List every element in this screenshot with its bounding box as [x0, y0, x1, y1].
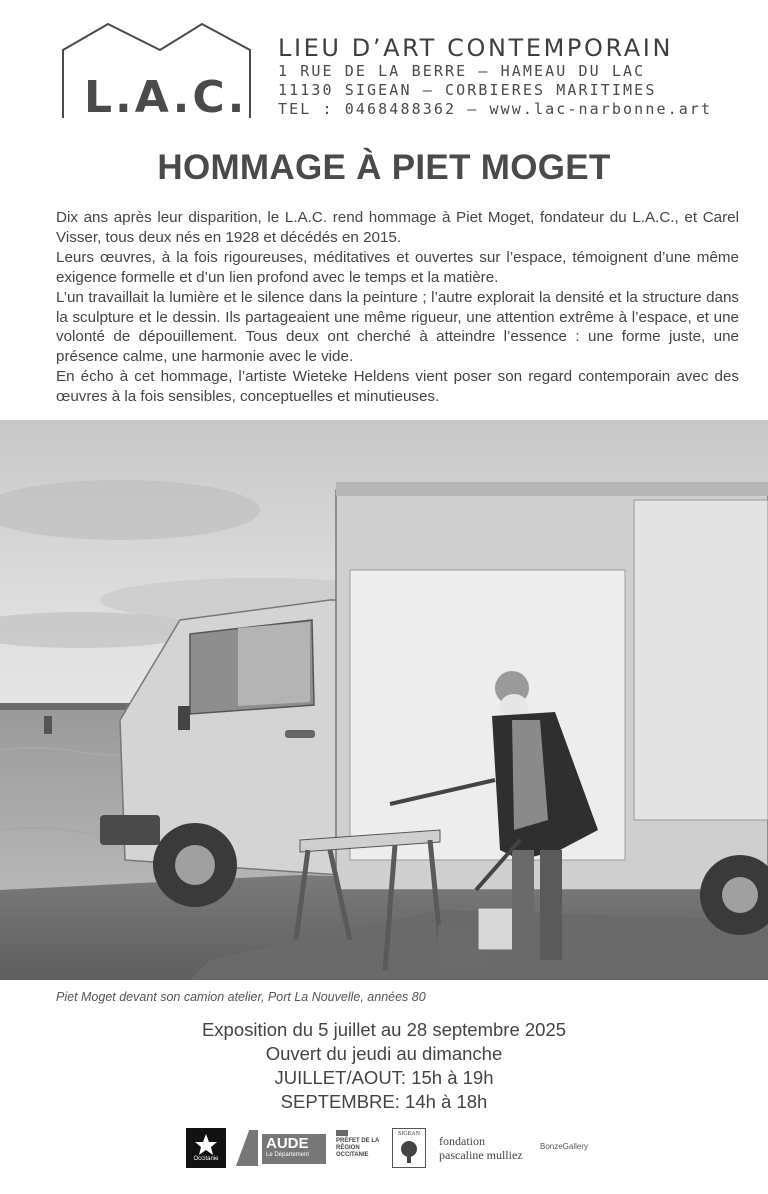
photo-illustration: [0, 420, 768, 980]
september-hours: SEPTEMBRE: 14h à 18h: [280, 1091, 488, 1112]
bonze-gallery-logo: [540, 1128, 604, 1168]
sigean-label: SIGEAN: [398, 1131, 420, 1137]
intro-paragraph-2: Leurs œuvres, à la fois rigoureuses, méditatives et ouvertes sur l’espace, témoignent d’une même exigence formelle et d’un lien profond avec le temps et la matière.: [56, 248, 739, 286]
contact-line: TEL : 0468488362 – www.lac-narbonne.art: [278, 100, 713, 118]
fondation-label: fondation: [439, 1134, 485, 1148]
organization-name: LIEU D’ART CONTEMPORAIN: [278, 34, 674, 62]
bonze-gallery-label: BonzeGallery: [540, 1142, 589, 1151]
exhibition-dates: Exposition du 5 juillet au 28 septembre 2025: [201, 1019, 567, 1040]
aude-sublabel: Le Département: [266, 1152, 310, 1158]
address-line-1: 1 RUE DE LA BERRE – HAMEAU DU LAC: [278, 62, 646, 80]
prefet-logo: [336, 1128, 384, 1168]
organization-block: [278, 34, 718, 119]
sigean-logo: [392, 1128, 426, 1168]
fondation-logo: [439, 1128, 539, 1168]
opening-days: Ouvert du jeudi au dimanche: [265, 1043, 503, 1064]
sigean-tree-icon: [393, 1139, 425, 1167]
occitanie-logo: [186, 1128, 226, 1168]
partner-logos: [186, 1128, 606, 1170]
intro-paragraph-4: En écho à cet hommage, l’artiste Wieteke Heldens vient poser son regard contemporain avec des œuvres à la fois sensibles, conceptuelles et minutieuses.: [56, 368, 739, 406]
prefet-flag-icon: [336, 1130, 348, 1136]
page-title: HOMMAGE À PIET MOGET: [157, 148, 611, 187]
intro-paragraph-3: L’un travaillait la lumière et le silence dans la peinture ; l’autre explorait la densité et la structure dans la sculpture et le dessin. Ils partageaient une même rigueur, une attention extrême à l’espace, et une volonté de dépouillement. Tous deux ont cherché à atteindre l’essence : une forme juste, une présence calme, une harmonie avec le vide.: [56, 288, 739, 366]
photo-caption: Piet Moget devant son camion atelier, Port La Nouvelle, années 80: [56, 990, 426, 1004]
exhibition-info: [0, 1018, 768, 1114]
aude-label: AUDE: [266, 1135, 309, 1152]
header: [0, 0, 768, 135]
fondation-name: pascaline mulliez: [439, 1148, 523, 1162]
occitanie-label: Occitanie: [193, 1156, 219, 1162]
intro-text: [56, 208, 739, 407]
summer-hours: JUILLET/AOUT: 15h à 19h: [274, 1067, 494, 1088]
aude-mark-icon: [236, 1130, 258, 1166]
aude-logo: [236, 1128, 328, 1168]
intro-paragraph-1: Dix ans après leur disparition, le L.A.C. rend hommage à Piet Moget, fondateur du L.A.C., et Carel Visser, tous deux nés en 1928 et décédés en 2015.: [56, 209, 739, 246]
address-line-2: 11130 SIGEAN – CORBIERES MARITIMES: [278, 81, 657, 99]
occitanie-cross-icon: [186, 1128, 226, 1168]
lac-logo-text: L.A.C.: [84, 72, 248, 123]
prefet-label: PRÉFET DE LA RÉGION OCCITANIE: [336, 1138, 380, 1158]
aude-box: [262, 1134, 326, 1164]
archival-photo: [0, 420, 768, 980]
